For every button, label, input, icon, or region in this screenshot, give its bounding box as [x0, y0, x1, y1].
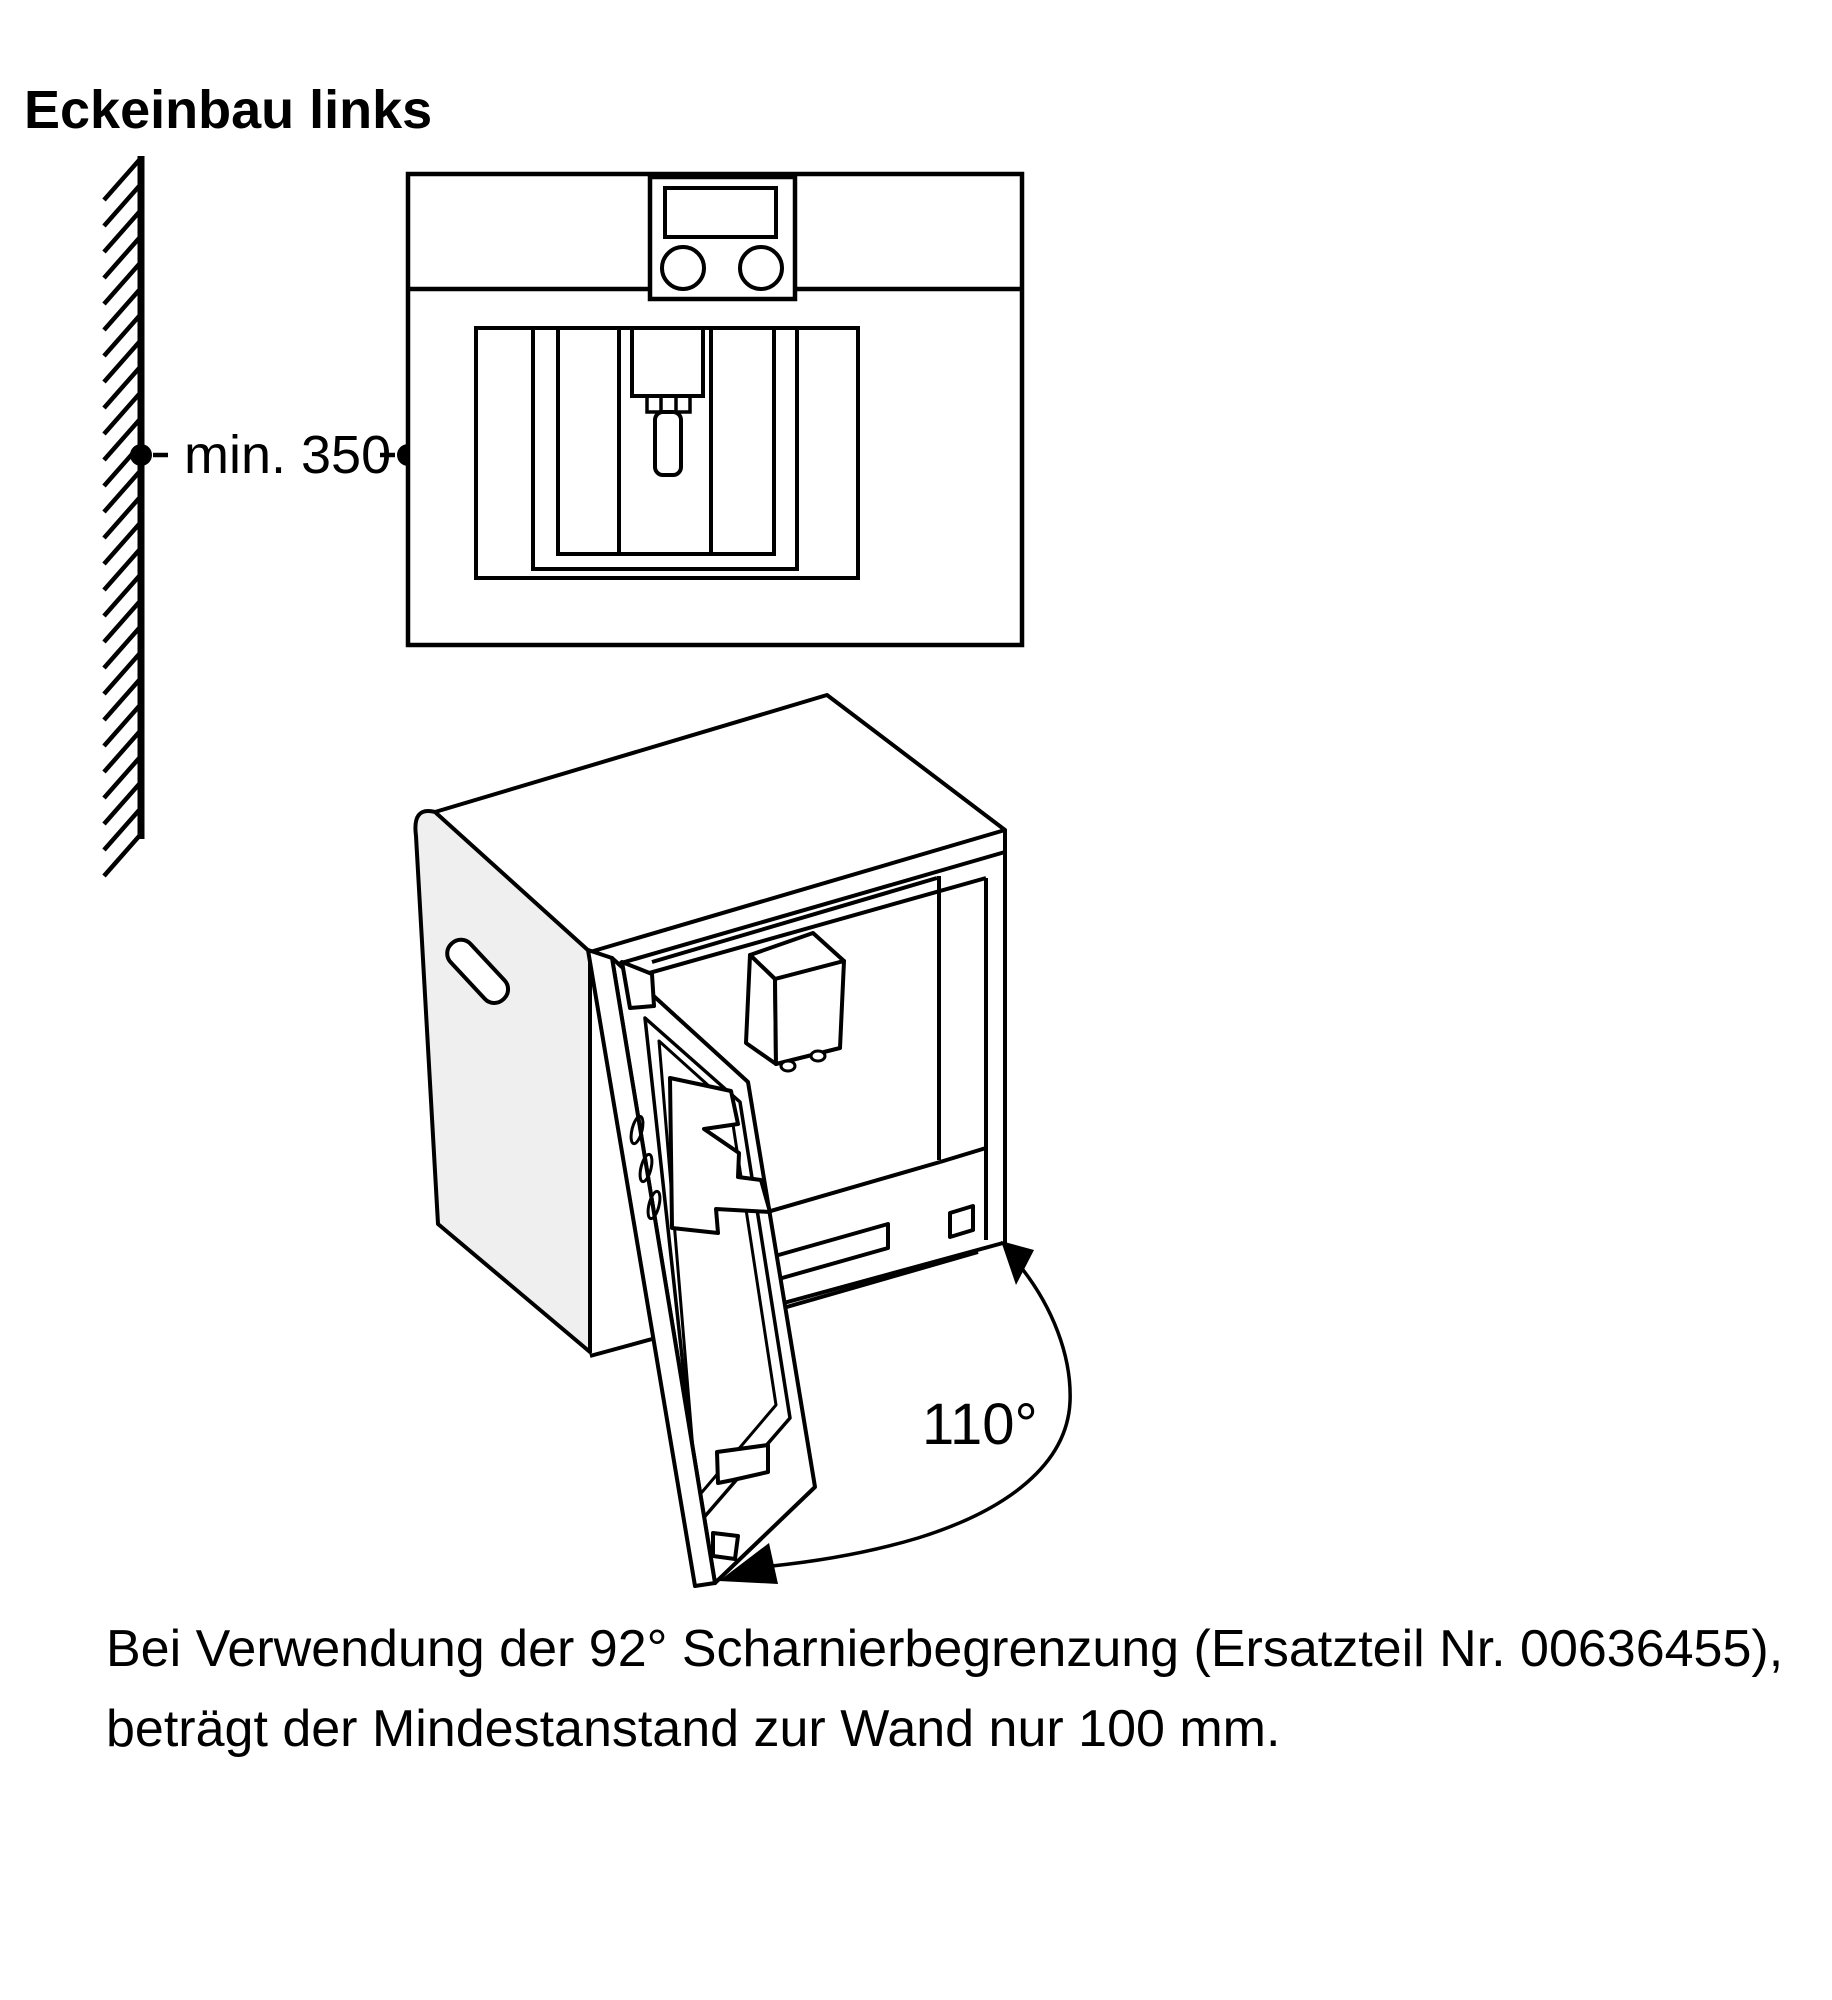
dimension-label: min. 350	[184, 425, 392, 485]
ventilation-slot	[775, 1224, 888, 1280]
wall-hatch-lines	[104, 158, 141, 876]
connection-box-foot	[781, 1061, 795, 1071]
connection-box-foot	[811, 1051, 825, 1061]
note-line-2: beträgt der Mindestanstand zur Wand nur 100 mm.	[106, 1700, 1281, 1758]
note-line-1: Bei Verwendung der 92° Scharnierbegrenzung (Ersatzteil Nr. 00636455),	[106, 1620, 1784, 1678]
appliance-front-view	[408, 174, 1022, 645]
hinge-bracket-top	[622, 962, 654, 1008]
door-bottom-tab	[713, 1533, 738, 1559]
wall-section	[104, 156, 141, 876]
dimension-dot-wall	[130, 444, 152, 466]
door-angle-label: 110°	[922, 1392, 1038, 1457]
rail-square-cutout	[950, 1206, 973, 1237]
dimension-min-350	[130, 425, 419, 485]
page-title: Eckeinbau links	[24, 80, 433, 140]
connection-box	[746, 933, 844, 1071]
